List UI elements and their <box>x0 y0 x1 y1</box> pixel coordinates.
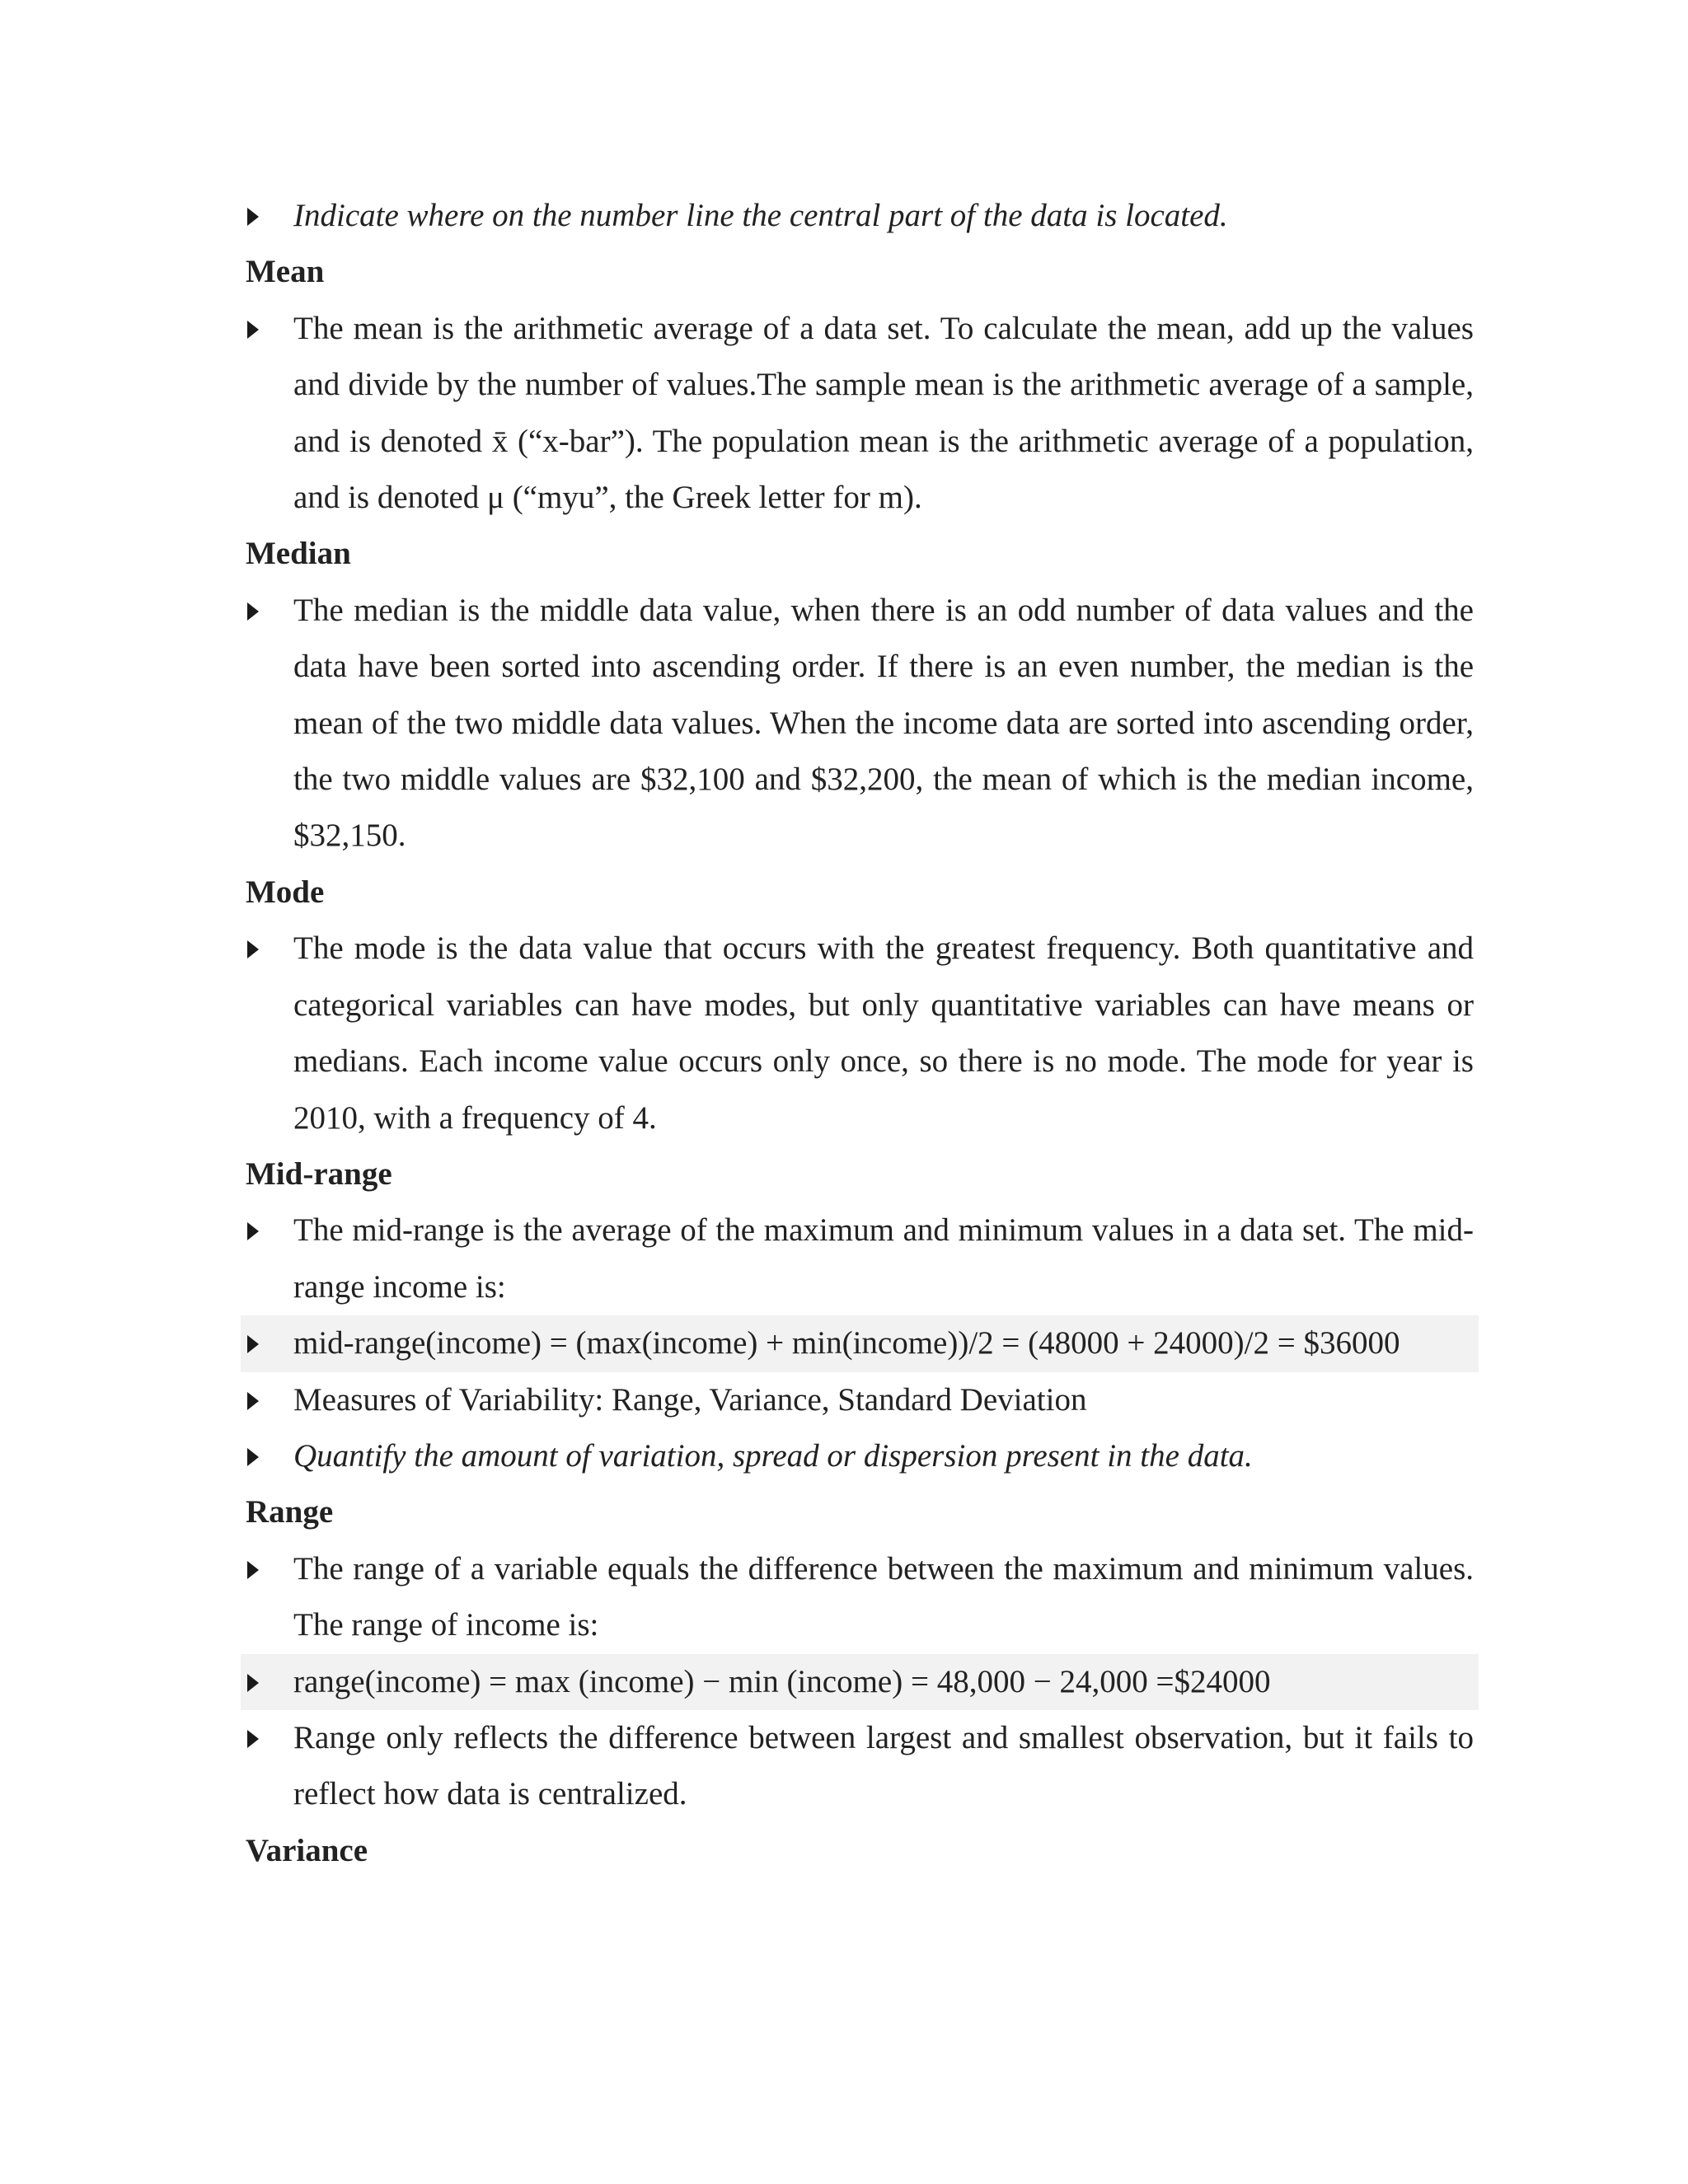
bullet-mid-range-formula <box>241 1315 1479 1371</box>
bullet-range-limitation <box>246 1710 1474 1823</box>
bullet-text: mid-range(income) = (max(income) + min(income))/2 = (48000 + 24000)/2 = $36000 <box>293 1325 1400 1361</box>
bullet-variation-quantify <box>246 1428 1474 1484</box>
bullet-central-location <box>246 188 1474 244</box>
heading-range: Range <box>246 1494 334 1530</box>
heading-median: Median <box>246 536 351 572</box>
bullet-mean-definition <box>246 301 1474 527</box>
bullet-range-formula <box>241 1654 1479 1710</box>
bullet-text: Indicate where on the number line the central part of the data is located. <box>293 198 1228 233</box>
bullet-text: The mean is the arithmetic average of a data set. To calculate the mean, add up the values and divide by the number of values.The sample mean is the arithmetic average of a sample, and is denoted x̄ (“x-bar”). The population mean is the arithmetic average of a population, and is denoted μ (“myu”, the Greek letter for m). <box>293 310 1474 516</box>
bullet-text: range(income) = max (income) − min (income) = 48,000 − 24,000 =$24000 <box>293 1663 1271 1699</box>
heading-mode: Mode <box>246 874 325 910</box>
bullet-text: The median is the middle data value, when there is an odd number of data values and the data have been sorted into ascending order. If there is an even number, the median is the mean of the two middle data values. When the income data are sorted into ascending order, the two middle values are $32,100 and $32,200, the mean of which is the median income, $32,150. <box>293 592 1474 854</box>
document-body <box>246 188 1474 1879</box>
bullet-variability-measures <box>246 1372 1474 1428</box>
bullet-text: Range only reflects the difference between largest and smallest observation, but it fails to reflect how data is centralized. <box>293 1719 1474 1812</box>
bullet-median-definition <box>246 583 1474 865</box>
bullet-range-definition <box>246 1541 1474 1654</box>
bullet-mid-range-definition <box>246 1202 1474 1315</box>
bullet-text: The mode is the data value that occurs with the greatest frequency. Both quantitative and categorical variables can have modes, but only quantitative variables can have means or medians. Each income value occurs only once, so there is no mode. The mode for year is 2010, with a frequency of 4. <box>293 930 1474 1136</box>
bullet-text: Quantify the amount of variation, spread or dispersion present in the data. <box>293 1437 1253 1474</box>
bullet-text: The mid-range is the average of the maximum and minimum values in a data set. The mid-range income is: <box>293 1212 1474 1305</box>
heading-mean: Mean <box>246 254 325 290</box>
bullet-text: Measures of Variability: Range, Variance, Standard Deviation <box>293 1381 1087 1418</box>
heading-mid-range: Mid-range <box>246 1155 392 1192</box>
bullet-mode-definition <box>246 921 1474 1146</box>
heading-variance: Variance <box>246 1832 368 1868</box>
bullet-text: The range of a variable equals the difference between the maximum and minimum values. The range of income is: <box>293 1550 1474 1643</box>
